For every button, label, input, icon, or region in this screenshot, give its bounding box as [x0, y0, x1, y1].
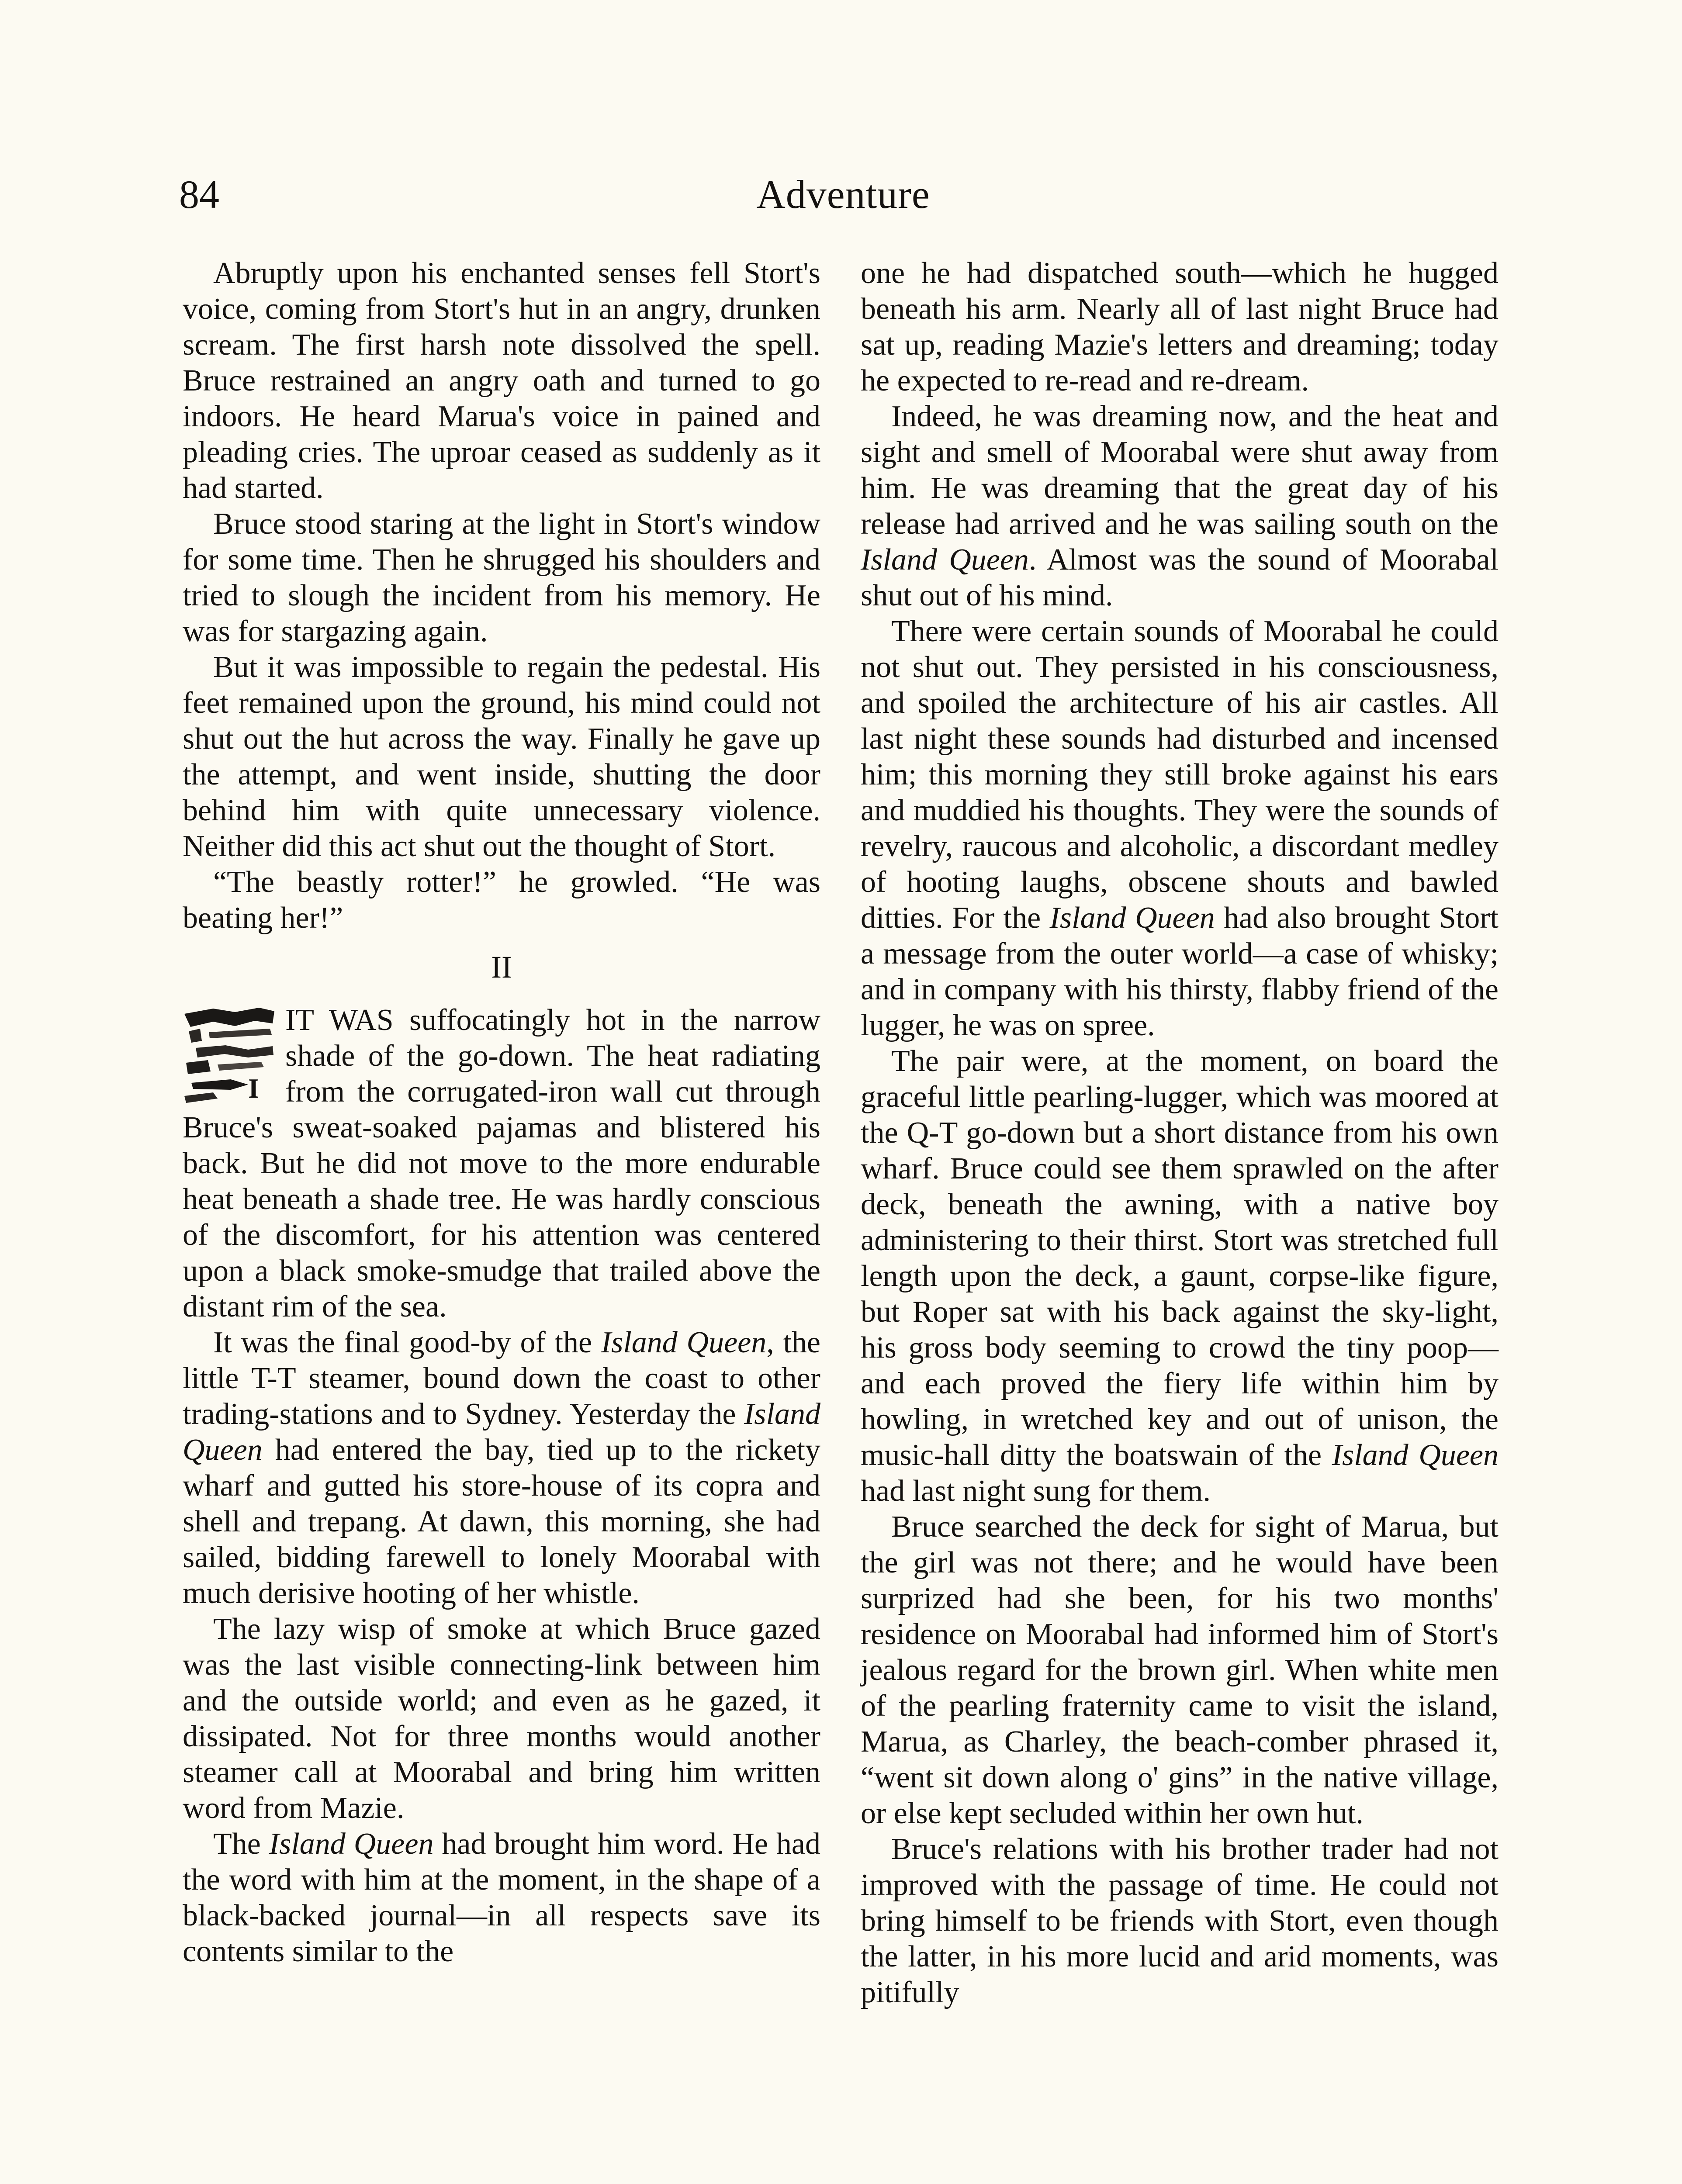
ship-name: Island Queen [269, 1827, 434, 1861]
text-run: had also brought Stort a message from the outer world—a case of whisky; and in company with his thirsty, flabby friend of the lugger, he was on spree. [861, 901, 1499, 1042]
paragraph [861, 399, 1499, 614]
text-run: The [213, 1827, 269, 1861]
paragraph: The lazy wisp of smoke at which Bruce gazed was the last visible connecting-link between him and the outside world; and even as he gazed, it dissipated. Not for three months would another steamer call at Moorabal and bring him written word from Mazie. [183, 1612, 820, 1825]
ship-name: Island Queen [1332, 1438, 1499, 1472]
text-run: had brought him word. He had the word with him at the moment, in the shape of a black-backed journal—in all respects save its contents similar to the [183, 1827, 820, 1968]
decorative-drop-cap [183, 1006, 277, 1106]
paragraph: Bruce stood staring at the light in Stort's window for some time. Then he shrugged his shoulders and tried to slough the incident from his memory. He was for stargazing again. [183, 507, 820, 648]
section-heading: II [491, 950, 512, 985]
drop-cap-letter: I [248, 1073, 259, 1104]
paragraph: IT WAS suffocatingly hot in the narrow shade of the go-down. The heat radiating from the corrugated-iron wall cut through Bruce's sweat-soaked pajamas and blistered his back. But he did not move to the more endurable heat beneath a shade tree. He was hardly conscious of the discomfort, for his attention was centered upon a black smoke-smudge that trailed above the distant rim of the sea. [183, 1003, 820, 1324]
paragraph: But it was impossible to regain the pedestal. His feet remained upon the ground, his mind could not shut out the hut across the way. Finally he gave up the attempt, and went inside, shutting the door behind him with quite unnecessary violence. Neither did this act shut out the thought of Stort. [183, 650, 820, 863]
running-title: Adventure [756, 172, 930, 217]
page-number: 84 [179, 172, 219, 217]
dialogue-paragraph: “The beastly rotter!” he growled. “He was beating her!” [183, 865, 820, 935]
right-column [861, 256, 1499, 2011]
paragraph [183, 1325, 820, 1611]
text-run: The pair were, at the moment, on board the graceful little pearling-lugger, which was moored at the Q-T go-down but a short distance from his own wharf. Bruce could see them sprawled on the after deck, beneath the awning, with a native boy administering to their thirst. Stort was stretched full length upon the deck, a gaunt, corpse-like figure, but Roper sat with his back against the sky-light, his gross body seeming to crowd the tiny poop—and each proved the fiery life within him by howling, in wretched key and out of unison, the music-hall ditty the boatswain of the [861, 1044, 1499, 1472]
text-run: Indeed, he was dreaming now, and the heat and sight and smell of Moorabal were shut away from him. He was dreaming that the great day of his release had arrived and he was sailing south on the [861, 400, 1499, 541]
left-column [183, 256, 820, 1970]
ship-name: Island Queen [601, 1326, 767, 1359]
paragraph: one he had dispatched south—which he hugged beneath his arm. Nearly all of last night Bruce had sat up, reading Mazie's letters and dreaming; today he expected to re-read and re-dream. [861, 256, 1499, 397]
text-run: had entered the bay, tied up to the rickety wharf and gutted his store-house of its copra and shell and trepang. At dawn, this morning, she had sailed, bidding farewell to lonely Moorabal with much derisive hooting of her whistle. [183, 1433, 820, 1610]
paragraph [861, 1044, 1499, 1509]
text-run: had last night sung for them. [861, 1474, 1211, 1508]
paragraph: Bruce searched the deck for sight of Marua, but the girl was not there; and he would have been surprized had she been, for his two months' residence on Moorabal had informed him of Stort's jealous regard for the brown girl. When white men of the pearling fraternity came to visit the island, Marua, as Charley, the beach-comber phrased it, “went sit down along o' gins” in the native village, or else kept secluded within her own hut. [861, 1510, 1499, 1830]
ship-name: Island Queen [1049, 901, 1215, 935]
paragraph: Abruptly upon his enchanted senses fell Stort's voice, coming from Stort's hut in an angry, drunken scream. The first harsh note dissolved the spell. Bruce restrained an angry oath and turned to go indoors. He heard Marua's voice in pained and pleading cries. The uproar ceased as suddenly as it had started. [183, 256, 820, 505]
ship-name: Island Queen [183, 1397, 820, 1467]
drop-cap-illustration-icon [183, 1006, 277, 1106]
text-run: , the little T-T steamer, bound down the coast to other trading-stations and to Sydney. Yesterday the [183, 1326, 820, 1431]
text-run: It was the final good-by of the [213, 1326, 601, 1359]
page-header [179, 162, 1507, 227]
paragraph [183, 1826, 820, 1970]
text-run: . Almost was the sound of Moorabal shut out of his mind. [861, 543, 1499, 612]
paragraph [861, 614, 1499, 1044]
ship-name: Island Queen [861, 543, 1029, 577]
paragraph: Bruce's relations with his brother trader had not improved with the passage of time. He could not bring himself to be friends with Stort, even though the latter, in his more lucid and arid moments, was pitifully [861, 1832, 1499, 2009]
text-run: There were certain sounds of Moorabal he could not shut out. They persisted in his consciousness, and spoiled the architecture of his air castles. All last night these sounds had disturbed and incensed him; this morning they still broke against his ears and muddied his thoughts. They were the sounds of revelry, raucous and alcoholic, a discordant medley of hooting laughs, obscene shouts and bawled ditties. For the [861, 615, 1499, 935]
